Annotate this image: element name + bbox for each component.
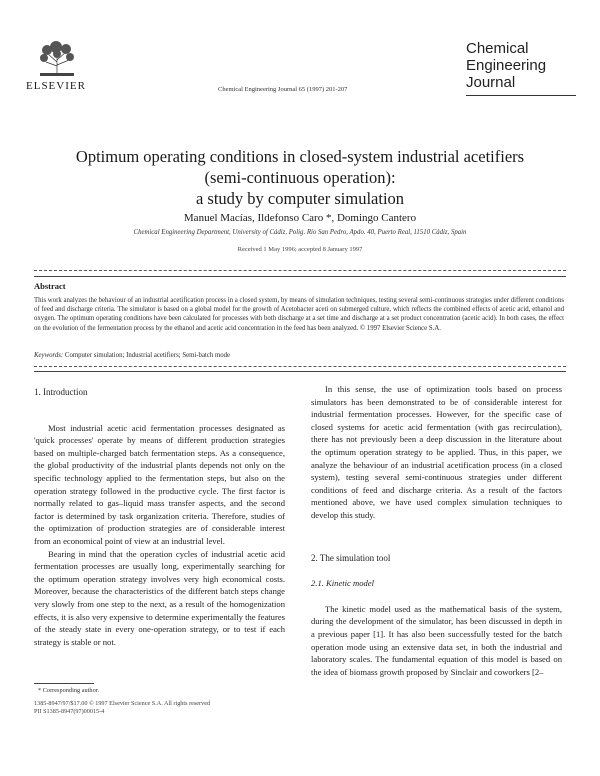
title-line: a study by computer simulation (195, 189, 405, 208)
publisher-name: ELSEVIER (26, 80, 86, 92)
copyright-notice (34, 700, 294, 716)
footnote-rule (34, 683, 94, 684)
journal-title-line: Journal (466, 74, 516, 91)
subsection-heading: 2.1. Kinetic model (311, 578, 375, 589)
journal-masthead (466, 40, 546, 91)
title-line: (semi-continuous operation): (204, 168, 396, 187)
keywords (34, 352, 564, 359)
footnote: * Corresponding author. (38, 687, 100, 694)
paragraph: Most industrial acetic acid fermentation processes designated as 'quick processes' operate by means of different production strategies based on multiple-charged batch fermentation steps. As a consequence, the global productivity of the industrial plants depends not only on the specific technology applied to the fermentation steps, but also on the operation strategy followed in the productive cycle. The first factor is normally related to gas–liquid mass transfer aspects, and the second factor is determined by task organization criteria. Therefore, studies of the optimization of production strategies are of considerable interest from an economical point of view at an industrial level. (34, 422, 285, 546)
divider (34, 371, 566, 372)
divider (34, 366, 566, 367)
journal-title-line: Chemical (466, 40, 529, 57)
journal-citation: Chemical Engineering Journal 65 (1997) 201-207 (218, 86, 348, 93)
paragraph: Bearing in mind that the operation cycles of industrial acetic acid fermentation processes are usually long, experimentally searching for the optimum operation strategy involves very high economical costs. Moreover, because the characteristics of the different batch steps change very slowly from one step to the next, as a result of the homogenization effects, it is also very expensive to determine experimentally the features of the steady state in every one-operation strategy, or to test if each strategy is stable or not. (34, 548, 285, 647)
abstract-text: This work analyzes the behaviour of an industrial acetification process in a closed system, by means of simulation techniques, testing several semi-continuous strategies under different conditions of feed and discharge criteria. The simulator is based on a global model for the growth of Acetobacter aceti on submerged culture, which reflects the combined effects of acetic acid, ethanol and oxygen. The optimum operating conditions have been calculated for processes with both discharge at a set time and discharge at a set product concentration (acetic acid). In both cases, the effect on the evolution of the fermentation process by the ethanol and acetic acid concentration in the feed has been analyzed. © 1997 Elsevier Science S.A. (34, 297, 564, 332)
author-list: Manuel Macías, Ildefonso Caro *, Domingo Cantero (183, 212, 417, 224)
elsevier-logo (36, 40, 78, 78)
masthead-rule (466, 95, 576, 96)
title-line: Optimum operating conditions in closed-system industrial acetifiers (75, 147, 525, 166)
paragraph: In this sense, the use of optimization tools based on process simulators has been demonstrated to be of considerable interest for industrial fermentation processes. However, for the specific case of closed systems for acetic acid fermentation (with gas recirculation), there has not previously been a deep discussion in the literature about the optimum operation strategy to be applied. Thus, in this paper, we analyze the behaviour of an industrial acetification process (in a closed system), testing several semi-continuous strategies under different conditions of feed and discharge criteria. As a result of the factors mentioned above, we have used complex simulation techniques to develop this study. (311, 384, 562, 520)
received-dates: Received 1 May 1996; accepted 8 January 1997 (237, 246, 363, 253)
journal-title-line: Engineering (466, 57, 547, 74)
affiliation: Chemical Engineering Department, University of Cádiz, Polig. Río San Pedro, Apdo. 40, Puerto Real, 11510 Cádiz, Spain (133, 229, 467, 236)
divider (34, 270, 566, 271)
copyright-line: 1385-8947/97/$17.00 © 1997 Elsevier Science S.A. All rights reserved (34, 700, 211, 707)
section-heading: 2. The simulation tool (311, 552, 391, 563)
article-title (40, 146, 560, 209)
abstract-heading: Abstract (34, 281, 66, 291)
left-column (34, 386, 285, 648)
right-column (311, 383, 562, 678)
keywords-label: Keywords: (34, 352, 64, 359)
section-heading: 1. Introduction (34, 387, 88, 397)
pii-line: PII S1385-8947(97)00015-4 (34, 708, 105, 715)
divider (34, 276, 566, 277)
keywords-list: Computer simulation; Industrial acetifiers; Semi-batch mode (64, 352, 231, 359)
paragraph: The kinetic model used as the mathematical basis of the system, during the development of the simulator, has been discussed in depth in a previous paper [1]. It has also been successfully tested for the batch operation mode using an extensive data set, in both the industrial and laboratory scales. The fundamental equation of this model is based on the idea of biomass growth proposed by Sinclair and coworkers [2– (311, 603, 562, 677)
